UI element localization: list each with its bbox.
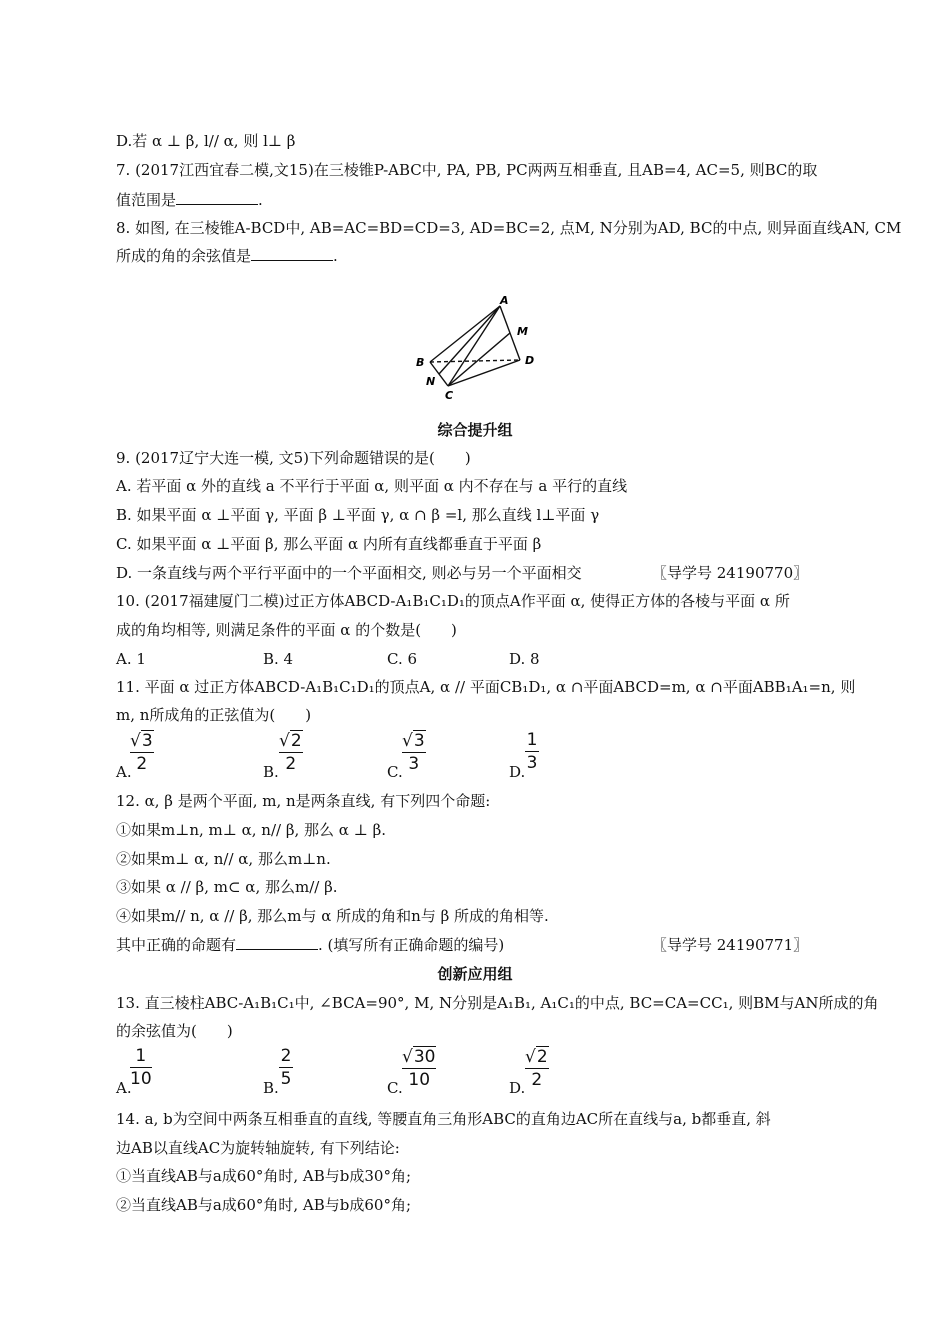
q13-option-c-label: C. [387, 1079, 403, 1097]
q13-option-c-fraction: √30 10 [402, 1047, 436, 1090]
q11-option-b-fraction: √2 2 [279, 731, 302, 774]
edge-cd [448, 360, 520, 386]
q13-option-a-label: A. [116, 1079, 132, 1097]
q12-reference-number: 〖导学号 24190771〗 [652, 936, 809, 954]
q7-text-1: 7. (2017江西宜春二模,文15)在三棱锥P-ABC中, PA, PB, PC两两互相垂直, 且AB=4, AC=5, 则BC的取 [116, 161, 818, 179]
q13-option-b-label: B. [263, 1079, 279, 1097]
q11-option-c-fraction: √3 3 [402, 731, 425, 774]
q9-option-a: A. 若平面 α 外的直线 a 不平行于平面 α, 则平面 α 内不存在与 a 平行的直线 [116, 477, 628, 495]
edge-ab [430, 306, 500, 362]
q9-option-b: B. 如果平面 α ⊥平面 γ, 平面 β ⊥平面 γ, α ∩ β =l, 那么直线 l⊥平面 γ [116, 506, 600, 524]
q13-option-d-label: D. [509, 1079, 526, 1097]
q10-text-1: 10. (2017福建厦门二模)过正方体ABCD-A₁B₁C₁D₁的顶点A作平面 α, 使得正方体的各棱与平面 α 所 [116, 592, 790, 610]
q11-option-a-fraction: √3 2 [130, 731, 153, 774]
q12-prompt: 其中正确的命题有 . (填写所有正确命题的编号) [116, 936, 505, 954]
q10-option-b: B. 4 [263, 650, 294, 668]
q11-text-2: m, n所成角的正弦值为( ) [116, 706, 312, 724]
q8-text-1: 8. 如图, 在三棱锥A-BCD中, AB=AC=BD=CD=3, AD=BC=2, 点M, N分别为AD, BC的中点, 则异面直线AN, CM [116, 219, 902, 237]
section-title-comprehensive: 综合提升组 [437, 421, 513, 439]
q12-statement-3: ③如果 α // β, m⊂ α, 那么m// β. [116, 878, 338, 896]
q6-option-d: D.若 α ⊥ β, l// α, 则 l⊥ β [116, 132, 296, 150]
q13-text-2: 的余弦值为( ) [116, 1022, 233, 1040]
q14-conclusion-1: ①当直线AB与a成60°角时, AB与b成30°角; [116, 1167, 412, 1185]
q13-option-d-fraction: √2 2 [525, 1047, 548, 1090]
q7-text-2: 值范围是 . [116, 191, 263, 209]
q9-option-c: C. 如果平面 α ⊥平面 β, 那么平面 α 内所有直线都垂直于平面 β [116, 535, 542, 553]
segment-an [439, 306, 500, 374]
label-m: M [517, 325, 528, 338]
q10-text-2: 成的角均相等, 则满足条件的平面 α 的个数是( ) [116, 621, 457, 639]
q10-option-c: C. 6 [387, 650, 418, 668]
label-b: B [416, 356, 425, 369]
q10-option-a: A. 1 [116, 650, 146, 668]
q14-text-1: 14. a, b为空间中两条互相垂直的直线, 等腰直角三角形ABC的直角边AC所在直线与a, b都垂直, 斜 [116, 1110, 771, 1128]
q9-reference-number: 〖导学号 24190770〗 [652, 564, 809, 582]
tetrahedron-figure [408, 294, 558, 402]
answer-blank [176, 204, 258, 205]
answer-blank [236, 949, 318, 950]
edge-ac [448, 306, 500, 386]
q9-option-d: D. 一条直线与两个平行平面中的一个平面相交, 则必与另一个平面相交 [116, 564, 582, 582]
q11-option-d-fraction: 1 3 [526, 730, 538, 773]
q10-option-d: D. 8 [509, 650, 540, 668]
q11-option-d-label: D. [509, 763, 526, 781]
answer-blank [251, 260, 333, 261]
edge-bd-hidden [430, 360, 520, 362]
label-a: A [500, 294, 509, 307]
q11-text-1: 11. 平面 α 过正方体ABCD-A₁B₁C₁D₁的顶点A, α // 平面CB₁D₁, α ∩平面ABCD=m, α ∩平面ABB₁A₁=n, 则 [116, 678, 856, 696]
q11-option-a-label: A. [116, 763, 132, 781]
q8-text-2: 所成的角的余弦值是 . [116, 247, 338, 265]
q12-statement-1: ①如果m⊥n, m⊥ α, n// β, 那么 α ⊥ β. [116, 821, 387, 839]
q14-conclusion-2: ②当直线AB与a成60°角时, AB与b成60°角; [116, 1196, 412, 1214]
q13-option-b-fraction: 2 5 [280, 1046, 292, 1089]
q12-text: 12. α, β 是两个平面, m, n是两条直线, 有下列四个命题: [116, 792, 491, 810]
section-title-innovative: 创新应用组 [437, 965, 513, 983]
q13-text-1: 13. 直三棱柱ABC-A₁B₁C₁中, ∠BCA=90°, M, N分别是A₁B₁, A₁C₁的中点, BC=CA=CC₁, 则BM与AN所成的角 [116, 994, 879, 1012]
q13-option-a-fraction: 1 10 [130, 1046, 152, 1089]
q9-text: 9. (2017辽宁大连一模, 文5)下列命题错误的是( ) [116, 449, 471, 467]
label-d: D [525, 354, 535, 367]
q12-statement-2: ②如果m⊥ α, n// α, 那么m⊥n. [116, 850, 331, 868]
q11-option-c-label: C. [387, 763, 403, 781]
q14-text-2: 边AB以直线AC为旋转轴旋转, 有下列结论: [116, 1139, 400, 1157]
q12-statement-4: ④如果m// n, α // β, 那么m与 α 所成的角和n与 β 所成的角相等. [116, 907, 549, 925]
label-n: N [426, 375, 436, 388]
label-c: C [445, 389, 454, 402]
q11-option-b-label: B. [263, 763, 279, 781]
